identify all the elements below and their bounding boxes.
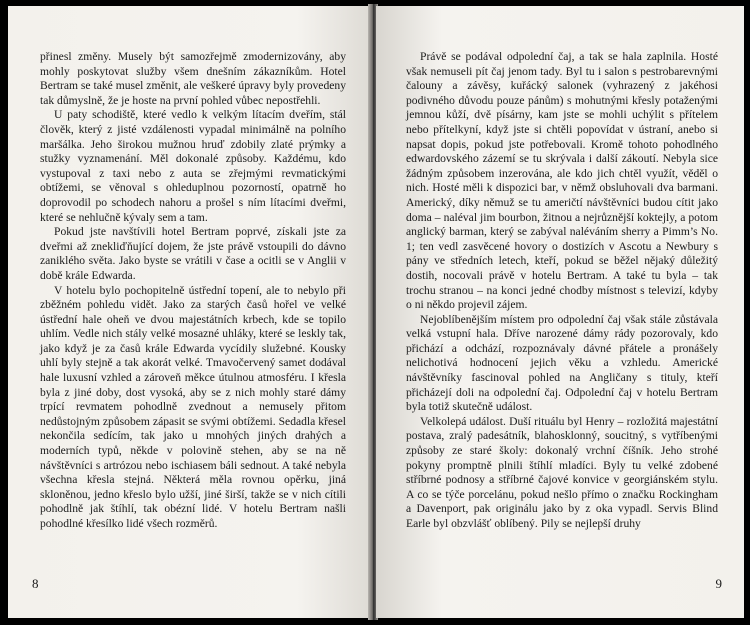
paragraph: V hotelu bylo pochopitelně ústřední topení, ale to nebylo při zběžném pohledu vidět. Jako za starých časů hořel ve velké ústřední hale oheň ve dvou majestátních krbech, kde se topilo uhlím. Vedle nich stály velké mosazné uhláky, které se leskly tak, jako když je za časů krále Edwarda vycídily služebné. Kousky uhlí byly stejně a tak akorát velké. Tmavočervený samet dodával hale luxusní vzhled a zároveň měkce útulnou atmosféru. I křesla byla z jiné doby, dost vysoká, aby se z nich mohly staré dámy trpící revmatem pohodlně zvednout a nemusely přitom nedůstojným způsobem zápasit se svými obtížemi. Sedadla křesel nekončila sedícím, tak jako u mnohých jiných drahých a moderních typů, někde v polovině stehen, aby se na ně návštěvníci s artrózou nebo ischiasem báli sednout. A také nebyla všechna křesla stejná. Některá měla rovnou opěrku, jiná skloněnou, jedno křeslo bylo užší, jiné širší, takže se v nich cítili pohodlně jak štíhlí, tak obézní lidé. V hotelu Bertram našli pohodlné křesílko lidé všech rozměrů.: [40, 283, 346, 530]
page-number: 8: [32, 576, 39, 591]
paragraph: Velkolepá událost. Duší rituálu byl Henry – rozložitá majestátní postava, zralý padesátník, blahosklonný, soucitný, s vytříbenými způsoby ze staré školy: dokonalý vrchní číšník. Jeho strohé pokyny promptně plnili štíhlí mladíci. Byly tu velké zdobené stříbrné podnosy a stříbrné čajové konvice v georgiánském stylu. A co se týče porcelánu, pokud nešlo přímo o značku Rockingham a Davenport, pak originálu jako by z oka vypadl. Servis Blind Earle byl obzvlášť oblíbený. Pily se nejlepší druhy: [406, 414, 718, 530]
paragraph: přinesl změny. Musely být samozřejmě zmodernizovány, aby mohly poskytovat služby všem dnešním zákazníkům. Hotel Bertram se také musel změnit, ale veškeré úpravy byly provedeny tak důmyslně, že je hoste na první pohled vůbec nepostřehli.: [40, 50, 346, 107]
right-page-text: [406, 50, 718, 532]
right-page: [376, 6, 744, 618]
left-page-text: [40, 50, 346, 532]
paragraph: U paty schodiště, které vedlo k velkým lítacím dveřím, stál člověk, který z jisté vzdálenosti vypadal minimálně na polního maršálka. Jeho širokou mužnou hruď zdobily zlaté prýmky a stužky vyznamenání. Měl dokonalé způsoby. Každému, kdo vystupoval z taxi nebo z auta se zřejmými revmatickými obtížemi, se věnoval s ohleduplnou pozorností, opatrně ho doprovodil po schodech nahoru a prošel s ním lítacími dveřmi, které se nehlučně kývaly sem a tam.: [40, 108, 346, 224]
left-page: [8, 6, 370, 618]
page-number: 9: [715, 576, 722, 591]
paragraph: Právě se podával odpolední čaj, a tak se hala zaplnila. Hosté však nemuseli pít čaj jenom tady. Byl tu i salon s pestrobarevnými čalouny a závěsy, kuřácký salonek (vyhrazený z jakéhosi podivného důvodu pouze pánům) s mohutnými křesly potaženými jemnou kůží, dvě písárny, kam jste se mohli uchýlit s přítelem nebo přítelkyní, když jste si chtěli popovídat v ústraní, anebo si napsat dopis, pokud jste potřebovali. Kromě tohoto pohodlného edwardovského zázemí se tu skrývala i další zákoutí. Nebyla sice žádným způsobem inzerována, ale kdo jich chtěl využít, věděl o nich. Hosté měli k dispozici bar, v němž obsluhovali dva barmani. Americký, díky němuž se tu američtí návštěvníci budou cítit jako doma – naléval jim bourbon, žitnou a nejrůznější koktejly, a potom anglický barman, který se zabýval naléváním sherry a Pimm’s No. 1; ten vedl zasvěcené hovory o dostizích v Ascotu a Newbury s pány ve středních letech, kteří, pokud se běžel nějaký důležitý dostih, nocovali právě v hotelu Bertram. A také tu byla – tak trochu stranou – na konci jedné chodby místnost s televizí, kdyby o ni někdo projevil zájem.: [406, 50, 718, 312]
paragraph: Pokud jste navštívili hotel Bertram poprvé, získali jste za dveřmi až znekliďňující dojem, že jste právě vstoupili do dávno zaniklého světa. Jako byste se vrátili v čase a ocitli se v Anglii v době krále Edwarda.: [40, 225, 346, 282]
paragraph: Nejoblíbenějším místem pro odpolední čaj však stále zůstávala velká vstupní hala. Dříve narozené dámy rády pozorovaly, kdo přichází a odchází, rozpoznávaly dávné přátele a pronášely nelichotivá hodnocení jejich věku a vzhledu. Americké návštěvníky fascinoval pohled na Angličany s tituly, kteří přicházejí doli na odpolední čaj. Odpolední čaj v hotelu Bertram byla totiž skutečně událost.: [406, 312, 718, 414]
